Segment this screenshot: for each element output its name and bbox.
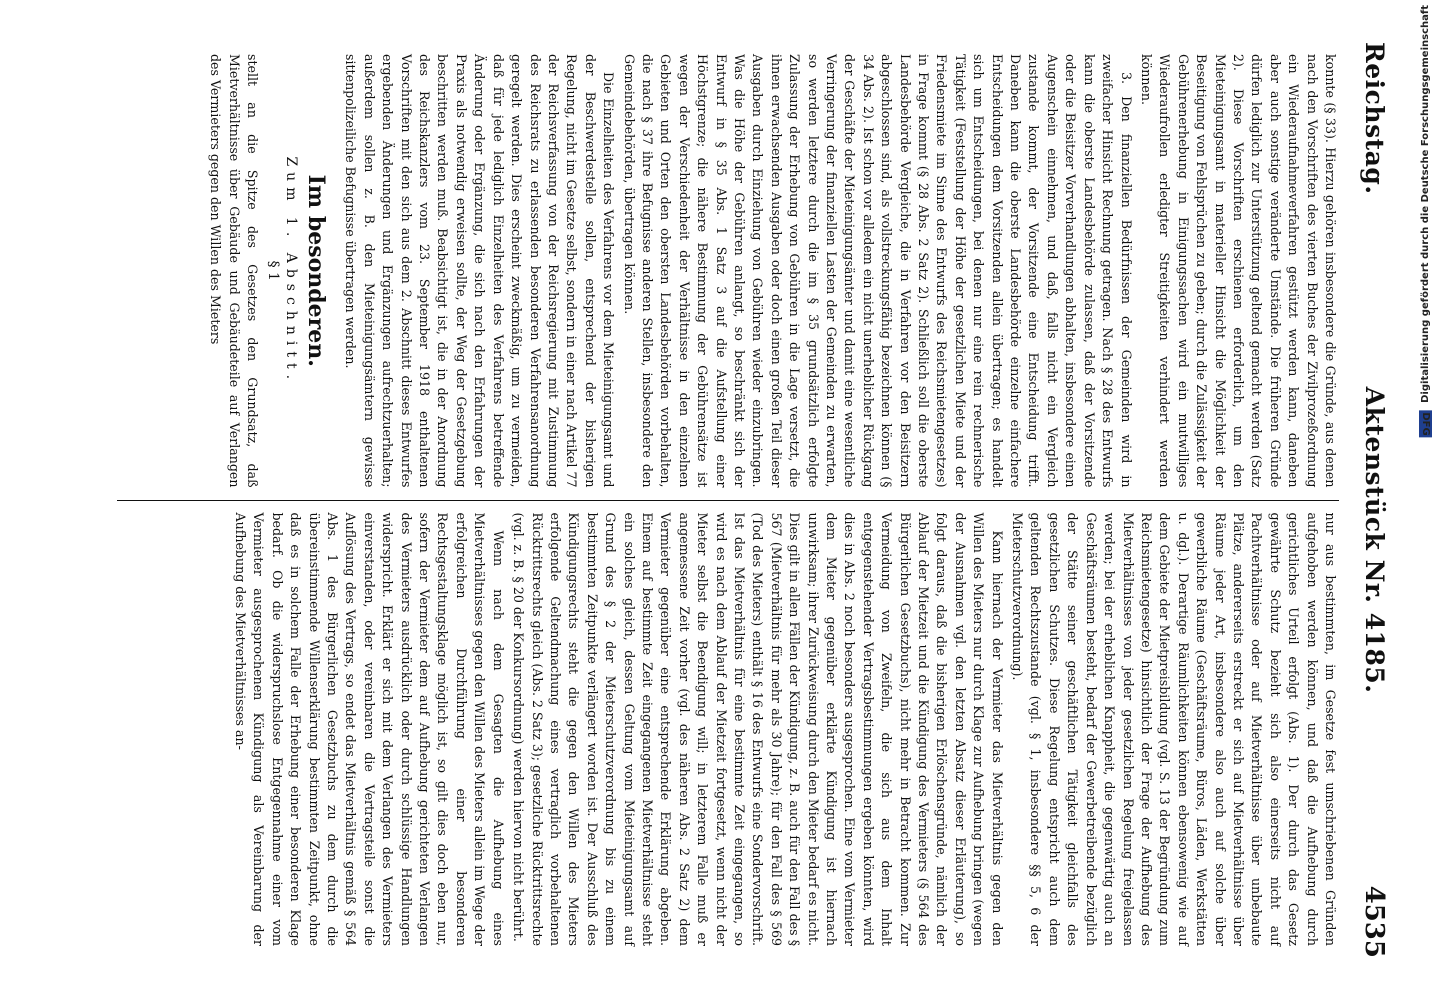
section-title: Im besonderen. bbox=[303, 174, 330, 367]
dfg-logo: DFG bbox=[1419, 412, 1431, 436]
right-column bbox=[117, 501, 1339, 959]
left-paragraph: konnte (§ 33). Hierzu gehören insbesondere die Gründe, aus denen nach den Vorschriften des vierten Buches der Zivilprozeßordnung ein Wiederaufnahmeverfahren gestützt werden kann, daneben aber auch sonstige veränderte Umstände. Die früheren Gründe dürfen lediglich zur Unterstützung geltend gemacht werden (Satz 2). Diese Vorschriften erschienen erforderlich, um den Mieteinigungsamt in materieller Hinsicht die Möglichkeit der Beseitigung von Fehlsprüchen zu geben; durch die Zulässigkeit der Gebührenerhebung in Einigungssachen wird ein mutwilliges Wiederaufrollen erledigter Streitigkeiten verhindert werden können. bbox=[1138, 54, 1338, 488]
left-paragraph: Die Einzelheiten des Verfahrens vor dem Mieteinigungsamt und der Beschwerdestelle sollen, entsprechend der bisherigen Regelung, nicht im Gesetze selbst, sondern in einer nach Artikel 77 der Reichsverfassung von der Reichsregierung mit Zustimmung des Reichsrats zu erlassenden besonderen Verfahrensanordnung geregelt werden. Dies erscheint zweckmäßig, um zu vermeiden, daß für jede lediglich Einzelheiten des Verfahrens betreffende Änderung oder Ergänzung, die sich nach den Erfahrungen der Praxis als notwendig erweisen sollte, der Weg der Gesetzgebung beschritten werden muß. Beabsichtigt ist, die in der Anordnung des Reichskanzlers vom 23. September 1918 enthaltenen Vorschriften mit den sich aus dem 2. Abschnitt dieses Entwurfes ergebenden Änderungen und Ergänzungen aufrechtzuerhalten; außerdem sollen z. B. den Mieteinigungsämtern gewisse sittenpolizeiliche Befugnisse übertragen werden. bbox=[343, 54, 617, 488]
section-subtitle: Zum 1. Abschnitt. bbox=[283, 156, 300, 386]
left-column bbox=[117, 42, 1339, 500]
right-paragraph: nur aus bestimmten, im Gesetze fest umschriebenen Gründen aufgehoben werden können, und daß die Aufhebung durch gerichtliches Urteil erfolgt (Abs. 1). Der durch das Gesetz gewährte Schutz bezieht sich also einerseits nicht auf Pachtverhältnisse oder auf Mietverhältnisse über unbebaute Plätze, andererseits erstreckt er sich auf Mietverhältnisse über Räume jeder Art, insbesondere also auch auf solche über gewerbliche Räume (Geschäftsräume, Büros, Läden, Werkstätten u. dgl.). Derartige Räumlichkeiten können ebensowenig wie auf dem Gebiete der Mietpreisbildung (vgl. S. 13 der Begründung zum Reichsmietengesetze) hinsichtlich der Frage der Aufhebung des Mietverhältnisses von jeder gesetzlichen Regelung freigelassen werden; bei der erheblichen Knappheit, die gegenwärtig auch an Geschäftsräumen besteht, bedarf der Gewerbetreibende bezüglich der Stätte seiner geschäftlichen Tätigkeit gleichfalls des gesetzlichen Schutzes. Diese Regelung entspricht auch dem geltenden Rechtszustande (vgl. § 1, insbesondere §§ 5, 6 der Mieterschutzverordnung). bbox=[1010, 512, 1338, 946]
digitization-note bbox=[1416, 5, 1434, 995]
digitization-text: Digitalisierung gefördert durch die Deutsche Forschungsgemeinschaft bbox=[1419, 5, 1431, 403]
left-paragraph: 3. Den finanziellen Bedürfnissen der Gemeinden wird in zweifacher Hinsicht Rechnung getragen. Nach § 28 des Entwurfs kann die oberste Landesbehörde zulassen, daß der Vorsitzende oder die Beisitzer Vorverhandlungen abhalten, insbesondere einen Augenschein einnehmen, und daß, falls nicht ein Vergleich zustande kommt, der Vorsitzende eine Entscheidung trifft. Daneben kann die oberste Landesbehörde einzelne einfachere Entscheidungen dem Vorsitzenden allein übertragen; es handelt sich um Entscheidungen, bei denen nur eine rein rechnerische Tätigkeit (Feststellung der Höhe der gesetzlichen Miete und der Friedensmiete im Sinne des Entwurfs des Reichsmietengesetzes) in Frage kommt (§ 28 Abs. 2 Satz 2). Schließlich soll die oberste Landesbehörde Vergleiche, die in Verfahren vor den Beisitzern abgeschlossen sind, als vollstreckungsfähig bezeichnen können (§ 34 Abs. 2). Ist schon vor alledem ein nicht unerheblicher Rückgang der Geschäfte der Mieteinigungsämter und damit eine wesentliche Verringerung der finanziellen Lasten der Gemeinden zu erwarten, so werden letztere durch die im § 35 grundsätzlich erfolgte Zulassung der Erhebung von Gebühren in die Lage versetzt, die ihnen erwachsenden Ausgaben oder doch einen großen Teil dieser Ausgaben durch Einziehung von Gebühren wieder einzubringen. Was die Höhe der Gebühren anlangt, so beschränkt sich der Entwurf in § 35 Abs. 1 Satz 3 auf die Aufstellung einer Höchstgrenze; die nähere Bestimmung der Gebührensätze ist wegen der Verschiedenheit der Verhältnisse in den einzelnen Gebieten und Orten den obersten Landesbehörden vorbehalten, die nach § 37 ihre Befugnisse anderen Stellen, insbesondere den Gemeindebehörden, übertragen können. bbox=[621, 54, 1134, 488]
page-header bbox=[1347, 42, 1389, 958]
text-columns bbox=[117, 42, 1339, 958]
header-title: Aktenstück Nr. 4185. bbox=[1360, 386, 1389, 694]
header-left: Reichstag. bbox=[1360, 42, 1389, 195]
right-paragraph: Wenn nach dem Gesagten die Aufhebung eines Mietverhältnisses gegen den Willen des Mieters allein im Wege der erfolgreichen Durchführung einer besonderen Rechtsgestaltungsklage möglich ist, so gilt dies doch eben nur, sofern der Vermieter dem auf Aufhebung gerichteten Verlangen des Vermieters ausdrücklich oder durch schlüssige Handlungen widerspricht. Erklärt er sich mit dem Verlangen des Vermieters einverstanden, oder vereinbaren die Vertragsteile sonst die Auflösung des Vertrags, so endet das Mietverhältnis gemäß § 564 Abs. 1 des Bürgerlichen Gesetzbuchs zu dem durch die übereinstimmende Willenserklärung bestimmten Zeitpunkt, ohne daß es in solchem Falle der Erhebung einer besonderen Klage bedarf. Ob die widerspruchslose Entgegennahme einer vom Vermieter ausgesprochenen Kündigung als Vereinbarung der Aufhebung des Mietverhältnisses an- bbox=[233, 512, 506, 946]
section-paragraph-mark: § 1 bbox=[265, 260, 282, 281]
right-paragraph: Kann hiernach der Vermieter das Mietverhältnis gegen den Willen des Mieters nur durch Klage zur Aufhebung bringen (wegen der Ausnahmen vgl. den letzten Absatz dieser Erläuterung), so folgt daraus, daß die bisherigen Erlöschensgründe, nämlich der Ablauf der Mietzeit und die Kündigung des Vermieters (§ 564 des Bürgerlichen Gesetzbuchs), nicht mehr in Betracht kommen. Zur Vermeidung von Zweifeln, die sich aus dem Inhalt entgegenstehender Vertragsbestimmungen ergeben könnten, wird dies in Abs. 2 noch besonders ausgesprochen. Eine vom Vermieter dem Mieter gegenüber erklärte Kündigung ist hiernach unwirksam; ihrer Zurückweisung durch den Mieter bedarf es nicht. Dies gilt in allen Fällen der Kündigung, z. B. auch für den Fall des § 567 (Mietverhältnis für mehr als 30 Jahre); für den Fall des § 569 (Tod des Mieters) enthält § 16 des Entwurfs eine Sondervorschrift. Ist das Mietverhältnis für eine bestimmte Zeit eingegangen, so wird es nach dem Ablauf der Mietzeit fortgesetzt, wenn nicht der Mieter selbst die Beendigung will; in letzterem Falle muß er angemessene Zeit vorher (vgl. des näheren Abs. 2 Satz 2) dem Vermieter gegenüber eine entsprechende Erklärung abgeben. Einem auf bestimmte Zeit eingegangenen Mietverhältnisse steht ein solches gleich, dessen Geltung vom Mieteinigungsamt auf Grund des § 2 der Mieterschutzverordnung bis zu einem bestimmten Zeitpunkte verlängert worden ist. Der Ausschluß des Kündigungsrechts steht die gegen den Willen des Mieters erfolgende Geltendmachung eines vertraglich vorbehaltenen Rücktrittsrechts gleich (Abs. 2 Satz 3); gesetzliche Rücktrittsrechte (vgl. z. B. § 20 der Konkursordnung) werden hiervon nicht berührt. bbox=[511, 512, 1005, 946]
document-page bbox=[107, 30, 1397, 970]
page-number: 4535 bbox=[1359, 885, 1389, 958]
left-closing-paragraph: stellt an die Spitze des Gesetzes den Grundsatz, daß Mietverhältnisse über Gebäude und Gebäudeteile auf Verlangen des Vermieters gegen den Willen des Mieters bbox=[208, 54, 261, 488]
